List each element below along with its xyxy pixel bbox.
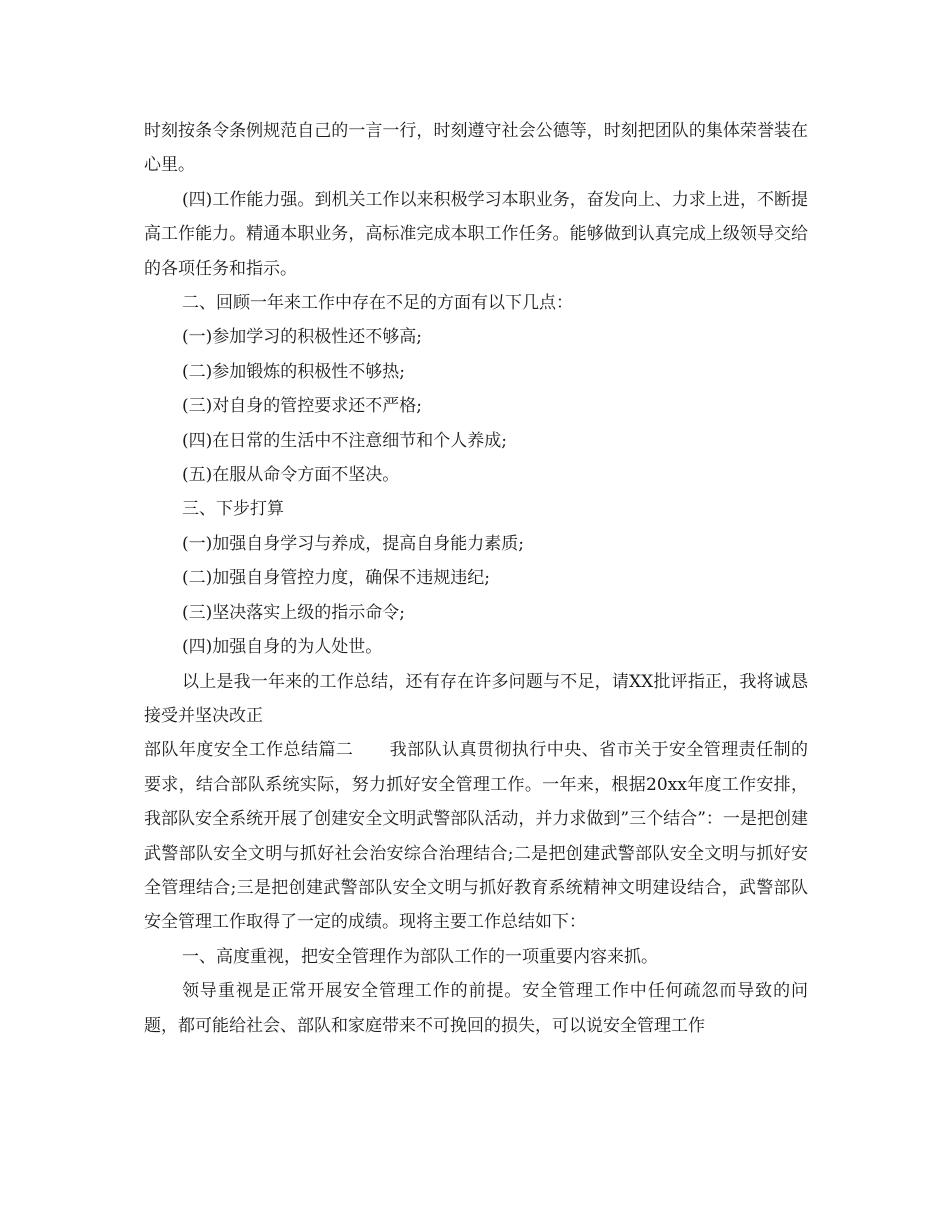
list-item-plan-3: (三)坚决落实上级的指示命令;	[182, 602, 405, 623]
list-item-shortcoming-3: (三)对自身的管控要求还不严格;	[182, 396, 422, 417]
heading-high-attention: 一、高度重视，把安全管理作为部队工作的一项重要内容来抓。	[182, 946, 658, 967]
list-item-plan-4: (四)加强自身的为人处世。	[182, 637, 383, 658]
paragraph-work-ability: (四)工作能力强。到机关工作以来积极学习本职业务，奋发向上、力求上进，不断提高工作能力。精通本职业务，高标准完成本职工作任务。能够做到认真完成上级领导交给的各项任务和指示。	[144, 189, 808, 279]
section-two-paragraph	[144, 733, 808, 939]
paragraph-1: 时刻按条令条例规范自己的一言一行，时刻遵守社会公德等，时刻把团队的集体荣誉装在心里。	[144, 121, 808, 176]
list-item-shortcoming-5: (五)在服从命令方面不坚决。	[182, 465, 400, 486]
section-intro: 我部队认真贯彻执行中央、省市关于安全管理责任制的要求，结合部队系统实际，努力抓好安全管理工作。一年来，根据20xx年度工作安排，我部队安全系统开展了创建安全文明武警部队活动，并力求做到”三个结合”：一是把创建武警部队安全文明与抓好社会治安综合治理结合;二是把创建武警部队安全文明与抓好安全管理结合;三是把创建武警部队安全文明与抓好教育系统精神文明建设结合，武警部队安全管理工作取得了一定的成绩。现将主要工作总结如下：	[144, 740, 809, 933]
section-title: 部队年度安全工作总结篇二	[144, 740, 354, 761]
document-body	[144, 114, 808, 1043]
heading-shortcomings: 二、回顾一年来工作中存在不足的方面有以下几点：	[182, 293, 573, 314]
list-item-shortcoming-2: (二)参加锻炼的积极性不够热;	[182, 361, 405, 382]
list-item-shortcoming-4: (四)在日常的生活中不注意细节和个人养成;	[182, 430, 507, 451]
list-item-shortcoming-1: (一)参加学习的积极性还不够高;	[182, 327, 422, 348]
paragraph-leadership: 领导重视是正常开展安全管理工作的前提。安全管理工作中任何疏忽而导致的问题，都可能给社会、部队和家庭带来不可挽回的损失，可以说安全管理工作	[144, 981, 808, 1036]
list-item-plan-1: (一)加强自身学习与养成，提高自身能力素质;	[182, 533, 524, 554]
list-item-plan-2: (二)加强自身管控力度，确保不违规违纪;	[182, 568, 490, 589]
heading-next-steps: 三、下步打算	[182, 499, 284, 520]
paragraph-conclusion: 以上是我一年来的工作总结，还有存在许多问题与不足，请XX批评指正，我将诚恳接受并坚决改正	[144, 671, 808, 726]
